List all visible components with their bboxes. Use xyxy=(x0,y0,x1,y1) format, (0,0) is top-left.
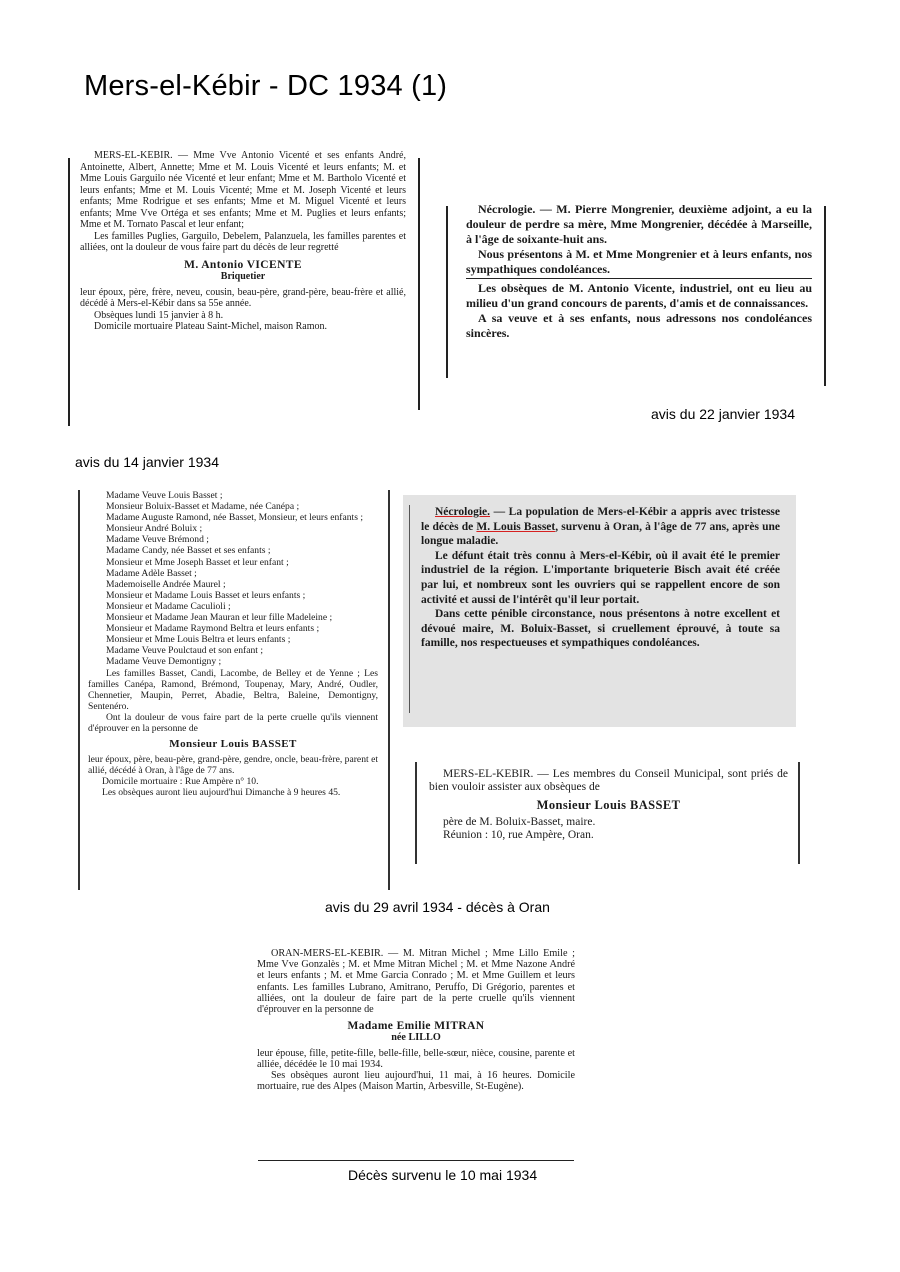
clipping-funeral: Obsèques lundi 15 janvier à 8 h. xyxy=(94,309,224,321)
paragraph-text: — La population de Mers-el-Kébir a appris avec tristesse le décès de xyxy=(421,506,780,533)
divider xyxy=(466,278,812,279)
list-item: Monsieur André Boluix ; xyxy=(106,523,203,535)
list-item: Monsieur et Madame Raymond Beltra et leurs enfants ; xyxy=(106,623,320,635)
clipping-intro: MERS-EL-KEBIR. — Les membres du Conseil Municipal, sont priés de bien vouloir assister aux obsèques de xyxy=(429,768,788,793)
list-item: Monsieur et Madame Caculioli ; xyxy=(106,600,231,612)
clipping-body: leur épouse, fille, petite-fille, belle-fille, belle-sœur, nièce, cousine, parente et alliée, décédée le 10 mai 1934. xyxy=(257,1047,575,1070)
obituary-clipping-mitran xyxy=(253,948,581,1160)
clipping-paragraph: Le défunt était très connu à Mers-el-Kébir, où il avait été le premier industriel de la région. L'importante briqueterie Bisch avait été créée par lui, et nombreux sont les ouvriers qui se rappellent encore de son activité et aussi de l'intérêt qu'il leur portait. xyxy=(421,549,780,606)
paragraph-text: , survenu à Oran, à l'âge de 77 ans, après une longue maladie. xyxy=(421,520,780,548)
clipping-funeral: Ses obsèques auront lieu aujourd'hui, 11 mai, à 16 heures. Domicile mortuaire, rue des Alpes (Maison Martin, Arbesville, St-Eugène). xyxy=(257,1070,575,1093)
list-item: Madame Auguste Ramond, née Basset, Monsieur, et leurs enfants ; xyxy=(106,512,363,524)
clipping-body: leur époux, père, beau-père, grand-père, gendre, oncle, beau-frère, parent et allié, décédé à Oran, à l'âge de 77 ans. xyxy=(88,754,378,777)
clipping-home: Domicile mortuaire : Rue Ampère n° 10. xyxy=(102,776,259,788)
clipping-meeting: Réunion : 10, rue Ampère, Oran. xyxy=(443,829,594,841)
deceased-maiden-name: née LILLO xyxy=(391,1032,441,1044)
list-item: Monsieur Boluix-Basset et Madame, née Canépa ; xyxy=(106,501,300,513)
list-item: Madame Candy, née Basset et ses enfants ; xyxy=(106,545,271,557)
clipping-intro: ORAN-MERS-EL-KEBIR. — M. Mitran Michel ; Mme Lillo Emile ; Mme Vve Gonzalès ; M. et Mme Mitran Michel ; M. et Mme Nazone André et leurs enfants ; M. et Mme Garcia Conrado ; M. et Mme Guillem et leurs enfants. Les familles Lubrano, Amitrano, Peruffo, Di Grégorio, parentes et alliées, ont la douleur de faire part de la perte cruelle qu'ils viennent d'éprouver en la personne de xyxy=(257,948,575,1016)
list-item: Madame Veuve Louis Basset ; xyxy=(106,490,223,501)
necrology-clipping-mongrenier xyxy=(446,196,826,390)
clipping-body: père de M. Boluix-Basset, maire. xyxy=(443,816,596,828)
obituary-clipping-vicente xyxy=(68,150,420,436)
family-list xyxy=(88,490,378,668)
clipping-announce: Ont la douleur de vous faire part de la perte cruelle qu'ils viennent d'éprouver en la personne de xyxy=(88,711,378,734)
list-item: Monsieur et Madame Louis Basset et leurs enfants ; xyxy=(106,589,306,601)
list-item: Monsieur et Madame Jean Mauran et leur fille Madeleine ; xyxy=(106,612,333,624)
clipping-paragraph: Nécrologie. — M. Pierre Mongrenier, deuxième adjoint, a eu la douleur de perdre sa mère, Mme Mongrenier, décédée à Marseille, à l'âge de soixante-huit ans. xyxy=(466,202,812,246)
list-item: Madame Veuve Demontigny ; xyxy=(106,656,222,668)
list-item: Monsieur et Mme Joseph Basset et leur enfant ; xyxy=(106,556,289,568)
list-item: Monsieur et Mme Louis Beltra et leurs enfants ; xyxy=(106,634,291,646)
page-title: Mers-el-Kébir - DC 1934 (1) xyxy=(84,70,448,102)
clipping-funeral: Les obsèques auront lieu aujourd'hui Dimanche à 9 heures 45. xyxy=(102,787,341,799)
caption-10-mai: Décès survenu le 10 mai 1934 xyxy=(348,1167,538,1183)
clipping-paragraph xyxy=(421,505,780,549)
caption-14-janvier: avis du 14 janvier 1934 xyxy=(75,454,219,470)
clipping-body: leur époux, père, frère, neveu, cousin, beau-père, grand-père, beau-frère et allié, décédé à Mers-el-Kébir dans sa 55e année. xyxy=(80,286,406,309)
necrology-clipping-basset xyxy=(403,495,796,727)
deceased-profession: Briquetier xyxy=(220,271,266,282)
clipping-families: Les familles Basset, Candi, Lacombe, de Belley et de Yenne ; Les familles Canépa, Ramond, Brémond, Toupenay, Mary, André, Oudler, Chennetier, Maupin, Perret, Abadie, Beltra, Baleine, Demontigny, Sentenéro. xyxy=(88,667,378,712)
clipping-paragraph: Les obsèques de M. Antonio Vicente, industriel, ont eu lieu au milieu d'un grand concours de parents, d'amis et de connaissances. xyxy=(466,281,812,310)
divider xyxy=(258,1160,574,1161)
list-item: Madame Adèle Basset ; xyxy=(106,567,197,579)
clipping-paragraph: A sa veuve et à ses enfants, nous adressons nos condoléances sincères. xyxy=(466,311,812,340)
list-item: Madame Veuve Poulctaud et son enfant ; xyxy=(106,645,264,657)
clipping-paragraph: Dans cette pénible circonstance, nous présentons à notre excellent et dévoué maire, M. Boluix-Basset, si cruellement éprouvé, à toute sa famille, nos respectueuses et sympathiques condoléances. xyxy=(421,608,780,650)
deceased-name: M. Antonio VICENTE xyxy=(184,258,302,271)
caption-22-janvier: avis du 22 janvier 1934 xyxy=(651,406,795,422)
deceased-name: Monsieur Louis BASSET xyxy=(536,798,681,812)
list-item: Madame Veuve Brémond ; xyxy=(106,534,209,546)
necrology-heading: Nécrologie. xyxy=(435,506,491,518)
clipping-families: Les familles Puglies, Garguilo, Debelem, Palanzuela, les familles parentes et alliées, ont la douleur de vous faire part du décès de leur regretté xyxy=(80,230,406,253)
deceased-name: Madame Emilie MITRAN xyxy=(347,1020,485,1033)
clipping-intro: MERS-EL-KEBIR. — Mme Vve Antonio Vicenté et ses enfants André, Antoinette, Albert, Annette; Mme et M. Louis Vicenté et leurs enfants; M. et Mme Louis Garguilo née Vicenté et leur enfant; Mme et M. Bartholo Vicenté et leurs enfants; Mme et M. Louis Vicenté; Mme et M. Joseph Vicenté et leurs enfants; Mme Rodrigue et ses enfants; Mme et M. Miguel Vicenté et leurs enfants; Mme Vve Ortéga et ses enfants; Mme et M. Puglies et leurs enfants; Mme et M. Tornato Pascal et leur enfant; xyxy=(80,150,406,230)
caption-29-avril: avis du 29 avril 1934 - décès à Oran xyxy=(325,899,550,915)
obituary-clipping-basset xyxy=(78,490,390,890)
deceased-name: Monsieur Louis BASSET xyxy=(169,738,297,751)
council-notice-clipping xyxy=(415,762,800,864)
clipping-home: Domicile mortuaire Plateau Saint-Michel, maison Ramon. xyxy=(94,321,328,332)
clipping-paragraph: Nous présentons à M. et Mme Mongrenier et à leurs enfants, nos sympathiques condoléances. xyxy=(466,247,812,276)
deceased-name: M. Louis Basset xyxy=(476,520,556,533)
list-item: Mademoiselle Andrée Maurel ; xyxy=(106,578,226,590)
